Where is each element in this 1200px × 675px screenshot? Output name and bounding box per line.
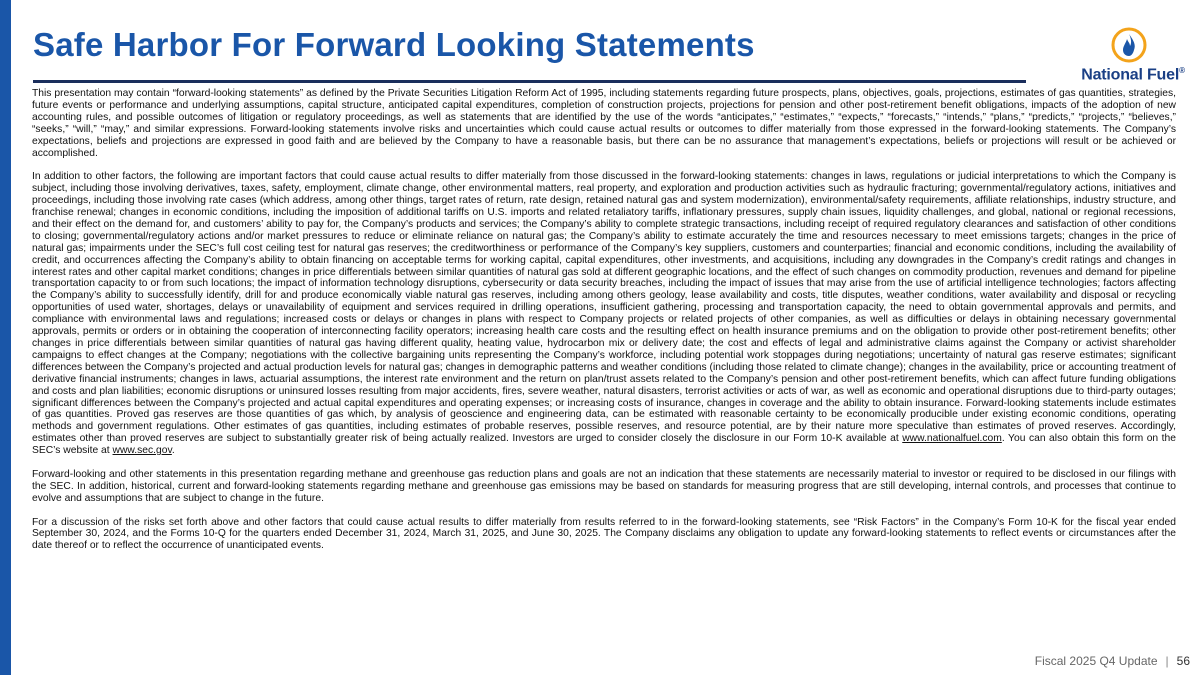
paragraph-risk-discussion: For a discussion of the risks set forth above and other factors that could cause actual results to differ materially from results referred to in the forward-looking statements, see “Risk Factors” in the Company’s Form 10-K for the fiscal year ended September 30, 2024, and the Forms 10-Q for the quarters ended December 31, 2024, March 31, 2025, and June 30, 2025. The Company disclaims any obligation to update any forward-looking statements to reflect events or circumstances after the date thereof or to reflect the occurrence of unanticipated events. — [32, 516, 1176, 552]
title-divider — [33, 80, 1026, 83]
footer-separator: | — [1165, 654, 1169, 668]
page-title: Safe Harbor For Forward Looking Statements — [33, 26, 755, 63]
sec-link-lead-text: . You can also obtain this form on the SEC’s website at — [32, 433, 1176, 457]
paragraph-ghg-statements: Forward-looking and other statements in this presentation regarding methane and greenhouse gas reduction plans and goals are not an indication that these statements are necessarily material to investor or required to be disclosed in our filings with the SEC. In addition, historical, current and forward-looking statements regarding methane and greenhouse gas emissions may be based on standards for measuring progress that are still developing, internal controls, and processes that continue to evolve and assumptions that are subject to change in the future. — [32, 468, 1176, 504]
paragraph-forward-looking-definition: This presentation may contain “forward-looking statements” as defined by the Private Securities Litigation Reform Act of 1995, including statements regarding future prospects, plans, objectives, goals, projections, estimates of gas quantities, strategies, future events or performance and underlying assumptions, capital structure, anticipated capital expenditures, completion of construction projects, projections for pension and other post-retirement benefit obligations, impacts of the adoption of new accounting rules, and possible outcomes of litigation or regulatory proceedings, as well as statements that are identified by the use of the words “anticipates,” “estimates,” “expects,” “forecasts,” “intends,” “plans,” “predicts,” “projects,” “believes,” “seeks,” “will,” “may,” and similar expressions. Forward-looking statements involve risks and uncertainties which could cause actual results or outcomes to differ materially from those expressed in the forward-looking statements. The Company’s expectations, beliefs and projections are expressed in good faith and are believed by the Company to have a reasonable basis, but there can be no assurance that management’s expectations, beliefs or projections will result or be achieved or accomplished. — [32, 88, 1176, 159]
left-accent-bar — [0, 0, 11, 675]
sec-link[interactable]: www.sec.gov — [112, 445, 172, 457]
risk-factors-text: In addition to other factors, the following are important factors that could cause actual results to differ materially from those discussed in the forward-looking statements: changes in laws, regulations or judicial interpretations to which the Company is subject, including those involving derivatives, taxes, safety, employment, climate change, other environmental matters, real property, and exploration and production activities such as hydraulic fracturing; governmental/regulatory actions, initiatives and proceedings, including those involving rate cases (which address, among other things, target rates of return, rate design, retained natural gas and system modernization), environmental/safety requirements, affiliate relationships, industry structure, and franchise renewal; changes in economic conditions, including the imposition of additional tariffs on U.S. imports and related retaliatory tariffs, inflationary pressures, supply chain issues, liquidity challenges, and global, national or regional recessions, and their effect on the demand for, and customers’ ability to pay for, the Company’s products and services; the Company’s ability to complete strategic transactions, including receipt of required regulatory clearances and satisfaction of other conditions to closing; governmental/regulatory actions and/or market pressures to reduce or eliminate reliance on natural gas; the Company’s ability to estimate accurately the time and resources necessary to meet emissions targets; changes in the price of natural gas; impairments under the SEC’s full cost ceiling test for natural gas reserves; the creditworthiness or performance of the Company’s key suppliers, customers and counterparties; financial and economic conditions, including the availability of credit, and occurrences affecting the Company’s ability to obtain financing on acceptable terms for working capital, capital expenditures, other investments, and acquisitions, including any downgrades in the Company’s credit ratings and changes in interest rates and other capital market conditions; changes in price differentials between similar quantities of natural gas sold at different geographic locations, and the effect of such changes on commodity production, revenues and demand for pipeline transportation capacity to or from such locations; the impact of information technology disruptions, cybersecurity or data security breaches, including the impact of issues that may arise from the use of artificial intelligence technologies; factors affecting the Company’s ability to successfully identify, drill for and produce economically viable natural gas reserves, including among others geology, lease availability and costs, title disputes, weather conditions, water availability and disposal or recycling opportunities of used water, shortages, delays or unavailability of equipment and services required in drilling operations, insufficient gathering, processing and transportation capacity, the need to obtain governmental approvals and permits, and compliance with environmental laws and regulations; increased costs or delays or changes in plans with respect to Company projects or related projects of other companies, as well as difficulties or delays in obtaining necessary governmental approvals, permits or orders or in obtaining the cooperation of interconnecting facility operators; increasing health care costs and the resulting effect on health insurance premiums and on the obligation to provide other post-retirement benefits; other changes in price differentials between similar quantities of natural gas having different quality, heating value, hydrocarbon mix or delivery date; the cost and effects of legal and administrative claims against the Company or activist shareholder campaigns to effect changes at the Company; negotiations with the collective bargaining units representing the Company’s workforce, including potential work stoppages during negotiations; uncertainty of natural gas reserve estimates; significant differences between the Company’s projected and actual production levels for natural gas; changes in demographic patterns and weather conditions (including those related to climate change); changes in the availability, price or accounting treatment of derivative financial instruments; changes in laws, actuarial assumptions, the interest rate environment and the return on plan/trust assets related to the Company’s pension and other post-retirement benefits, which can affect future funding obligations and costs and plan liabilities; economic disruptions or uninsured losses resulting from major accidents, fires, severe weather, natural disasters, terrorist activities or acts of war, as well as economic and operational disruptions due to third-party outages; significant differences between the Company’s projected and actual capital expenditures and operating expenses; or increasing costs of insurance, changes in coverage and the ability to obtain insurance. Forward-looking statements include estimates of gas quantities. Proved gas reserves are those quantities of gas which, by analysis of geoscience and engineering data, can be estimated with reasonable certainty to be economically producible under existing economic conditions, operating methods and government regulations. Other estimates of gas quantities, including estimates of probable reserves, possible reserves, and resource potential, are by their nature more speculative than estimates of proved reserves. Accordingly, estimates other than proved reserves are subject to substantially greater risk of being actually realized. Investors are urged to consider closely the disclosure in our Form 10-K available at — [32, 171, 1176, 445]
logo-wordmark: National Fuel® — [1081, 66, 1185, 84]
national-fuel-flame-icon — [1110, 26, 1148, 64]
nationalfuel-link[interactable]: www.nationalfuel.com — [902, 433, 1002, 445]
paragraph-risk-factors: In addition to other factors, the following are important factors that could cause actual results to differ materially from those discussed in the forward-looking statements: changes in laws, regulations or judicial interpretations to which the Company is subject, including those involving derivatives, taxes, safety, employment, climate change, other environmental matters, real property, and exploration and production activities such as hydraulic fracturing; governmental/regulatory actions, initiatives and proceedings, including those involving rate cases (which address, among other things, target rates of return, rate design, retained natural gas and system modernization), environmental/safety requirements, affiliate relationships, industry structure, and franchise renewal; changes in economic conditions, including the imposition of additional tariffs on U.S. imports and related retaliatory tariffs, inflationary pressures, supply chain issues, liquidity challenges, and global, national or regional recessions, and their effect on the demand for, and customers’ ability to pay for, the Company’s products and services; the Company’s ability to complete strategic transactions, including receipt of required regulatory clearances and satisfaction of other conditions to closing; governmental/regulatory actions and/or market pressures to reduce or eliminate reliance on natural gas; the Company’s ability to estimate accurately the time and resources necessary to meet emissions targets; changes in the price of natural gas; impairments under the SEC’s full cost ceiling test for natural gas reserves; the creditworthiness or performance of the Company’s key suppliers, customers and counterparties; financial and economic conditions, including the availability of credit, and occurrences affecting the Company’s ability to obtain financing on acceptable terms for working capital, capital expenditures, other investments, and acquisitions, including any downgrades in the Company’s credit ratings and changes in interest rates and other capital market conditions; changes in price differentials between similar quantities of natural gas sold at different geographic locations, and the effect of such changes on commodity production, revenues and demand for pipeline transportation capacity to or from such locations; the impact of information technology disruptions, cybersecurity or data security breaches, including the impact of issues that may arise from the use of artificial intelligence technologies; factors affecting the Company’s ability to successfully identify, drill for and produce economically viable natural gas reserves, including among others geology, lease availability and costs, title disputes, weather conditions, water availability and disposal or recycling opportunities of used water, shortages, delays or unavailability of equipment and services required in drilling operations, insufficient gathering, processing and transportation capacity, the need to obtain governmental approvals and permits, and compliance with environmental laws and regulations; increased costs or delays or changes in plans with respect to Company projects or related projects of other companies, as well as difficulties or delays in obtaining necessary governmental approvals, permits or orders or in obtaining the cooperation of interconnecting facility operators; increasing health care costs and the resulting effect on health insurance premiums and on the obligation to provide other post-retirement benefits; other changes in price differentials between similar quantities of natural gas having different quality, heating value, hydrocarbon mix or delivery date; the cost and effects of legal and administrative claims against the Company or activist shareholder campaigns to effect changes at the Company; negotiations with the collective bargaining units representing the Company’s workforce, including potential work stoppages during negotiations; uncertainty of natural gas reserve estimates; significant differences between the Company’s projected and actual production levels for natural gas; changes in demographic patterns and weather conditions (including those related to climate change); changes in the availability, price or accounting treatment of derivative financial instruments; changes in laws, actuarial assumptions, the interest rate environment and the return on plan/trust assets related to the Company’s pension and other post-retirement benefits, which can affect future funding obligations and costs and plan liabilities; economic disruptions or uninsured losses resulting from major accidents, fires, severe weather, natural disasters, terrorist activities or acts of war, as well as economic and operational disruptions due to third-party outages; significant differences between the Company’s projected and actual capital expenditures and operating expenses; or increasing costs of insurance, changes in coverage and the ability to obtain insurance. Forward-looking statements include estimates of gas quantities. Proved gas reserves are those quantities of gas which, by analysis of geoscience and engineering data, can be estimated with reasonable certainty to be economically producible under existing economic conditions, operating methods and government regulations. Other estimates of gas quantities, including estimates of probable reserves, possible reserves, and resource potential, are by their nature more speculative than estimates of proved reserves. Accordingly, estimates other than proved reserves are subject to substantially greater risk of being actually realized. Investors are urged to consider closely the disclosure in our Form 10-K available at www.nationalfuel.com. You can also obtain this form on the SEC’s website at www.sec.gov. — [32, 171, 1176, 457]
page-number: 56 — [1176, 654, 1190, 668]
national-fuel-logo — [1068, 26, 1198, 86]
footer-label: Fiscal 2025 Q4 Update — [1034, 654, 1158, 668]
slide-footer — [1035, 654, 1190, 668]
safe-harbor-body — [32, 88, 1176, 564]
